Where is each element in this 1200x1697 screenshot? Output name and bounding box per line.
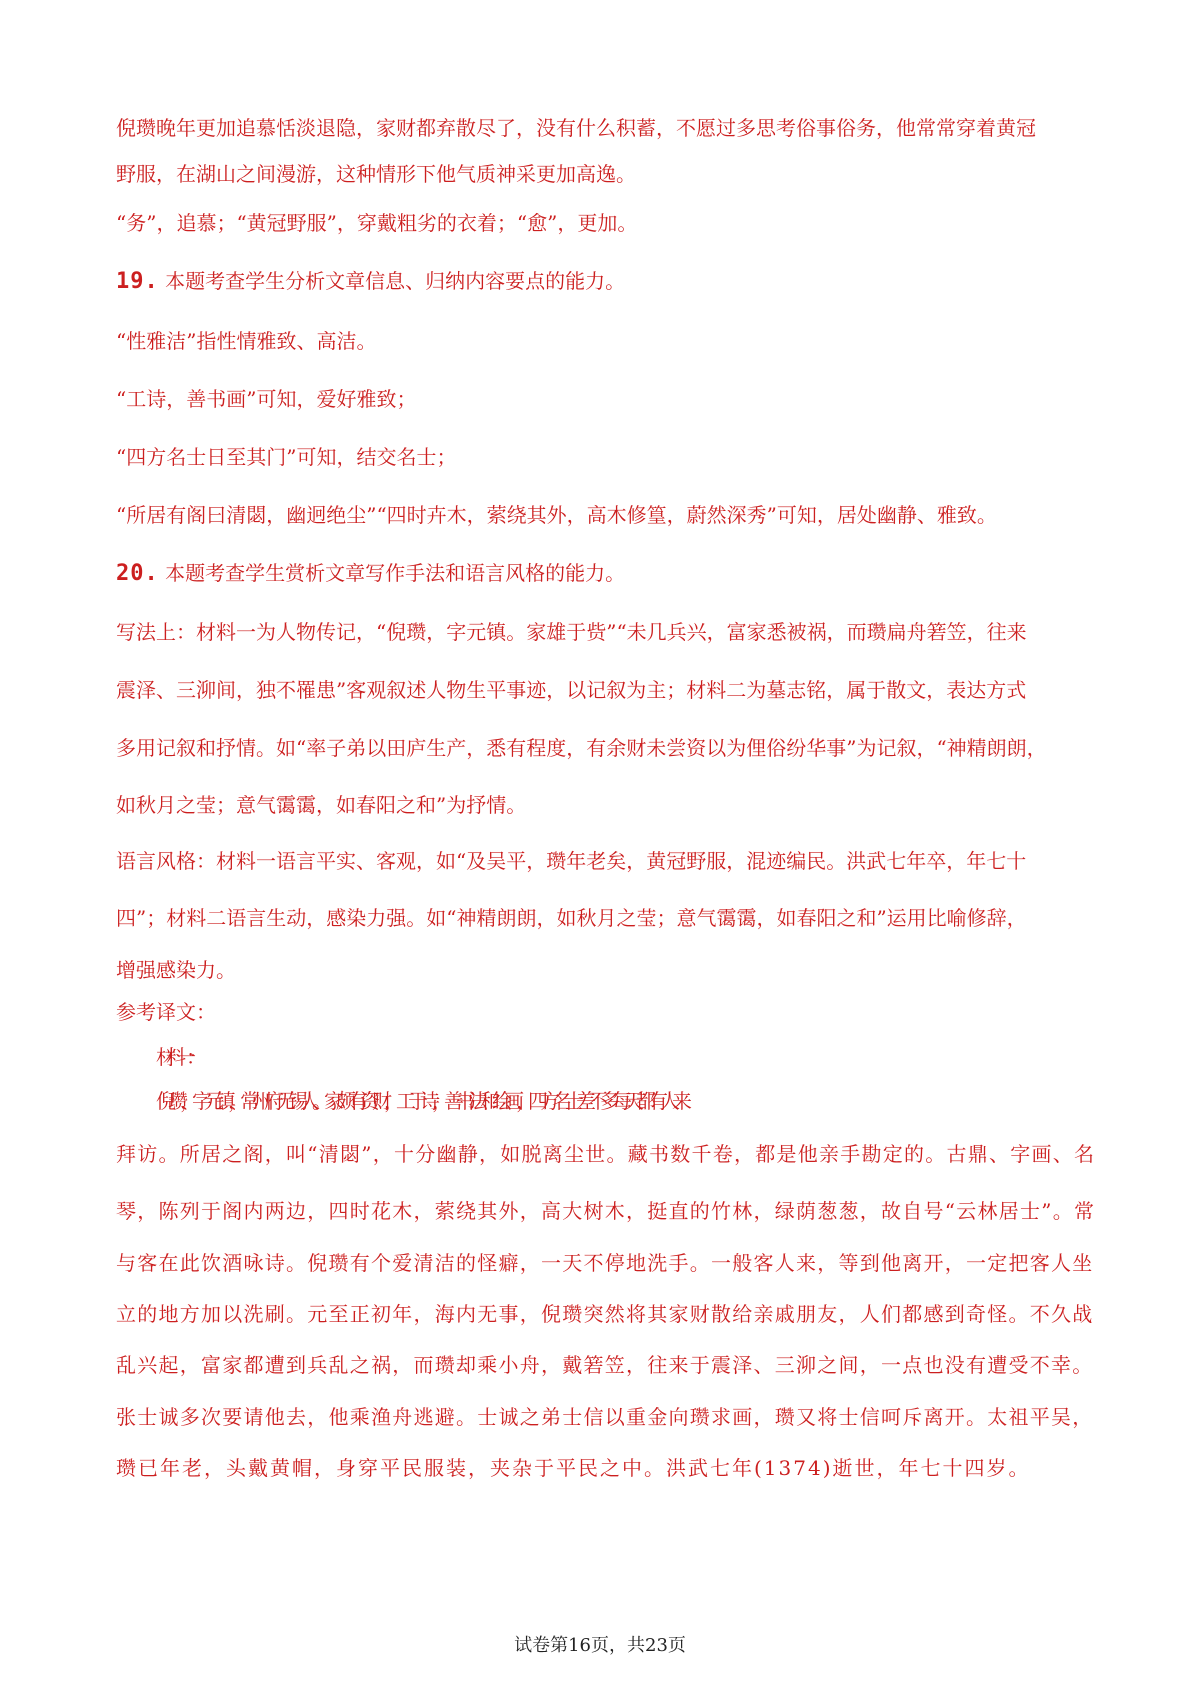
paragraph-line: 野服，在湖山之间漫游，这种情形下他气质神采更加高逸。 (116, 162, 636, 186)
question-20-heading (116, 558, 1101, 589)
paragraph-line: “工诗，善书画”可知，爱好雅致； (116, 387, 417, 411)
translation-line: 拜访。所居之阁，叫“清閟”，十分幽静，如脱离尘世。藏书数千卷，都是他亲手勘定的。古鼎、字画、名 (116, 1142, 1096, 1166)
question-number: 20. (116, 561, 159, 586)
paragraph-line: 增强感染力。 (116, 958, 236, 982)
paragraph-line: “四方名士日至其门”可知，结交名士； (116, 445, 457, 469)
translation-line: 琴，陈列于阁内两边，四时花木，萦绕其外，高大树木，挺直的竹林，绿荫葱葱，故自号“云林居士”。常 (116, 1199, 1096, 1223)
translation-line: 乱兴起，富家都遭到兵乱之祸，而瓒却乘小舟，戴箬笠，往来于震泽、三泖之间，一点也没有遭受不幸。 (116, 1353, 1094, 1377)
question-text: 本题考查学生分析文章信息、归纳内容要点的能力。 (165, 269, 626, 293)
translation-line: 立的地方加以洗刷。元至正初年，海内无事，倪瓒突然将其家财散给亲戚朋友，人们都感到奇怪。不久战 (116, 1302, 1094, 1326)
translation-line: 瓒已年老，头戴黄帽，身穿平民服装，夹杂于平民之中。洪武七年(1374)逝世，年七十四岁。 (116, 1456, 1031, 1480)
paragraph-line: “所居有阁曰清閟，幽迥绝尘”“四时卉木，萦绕其外，高木修篁，蔚然深秀”可知，居处幽静、雅致。 (116, 503, 997, 527)
paragraph-line: “性雅洁”指性情雅致、高洁。 (116, 329, 377, 353)
question-number: 19. (116, 269, 159, 294)
question-text: 本题考查学生赏析文章写作手法和语言风格的能力。 (165, 561, 626, 585)
paragraph-line: 语言风格：材料一语言平实、客观，如“及吴平，瓒年老矣，黄冠野服，混迹编民。洪武七年卒，年七十 (116, 849, 1027, 873)
paragraph-line: “务”，追慕；“黄冠野服”，穿戴粗劣的衣着；“愈”，更加。 (116, 211, 638, 235)
paragraph-line: 四”；材料二语言生动，感染力强。如“神精朗朗，如秋月之莹；意气霭霭，如春阳之和”运用比喻修辞， (116, 906, 1027, 930)
paragraph-line: 如秋月之莹；意气霭霭，如春阳之和”为抒情。 (116, 793, 527, 817)
translation-line: 张士诚多次要请他去，他乘渔舟逃避。士诚之弟士信以重金向瓒求画，瓒又将士信呵斥离开。太祖平吴， (116, 1405, 1094, 1429)
paragraph-line: 多用记叙和抒情。如“率子弟以田庐生产，悉有程度，有余财未尝资以为俚俗纷华事”为记叙，“神精朗朗， (116, 736, 1047, 760)
translation-line: 倪瓒，字元镇，常州府无锡人。家颇有资财，工于诗，善书法和绘画，四方名士差不多每天都有人来 (156, 1089, 684, 1113)
material-heading: 材料一： (156, 1045, 196, 1069)
paragraph-line: 倪瓒晚年更加追慕恬淡退隐，家财都弃散尽了，没有什么积蓄，不愿过多思考俗事俗务，他常常穿着黄冠 (116, 116, 1036, 140)
translation-heading: 参考译文： (116, 1000, 216, 1024)
question-19-heading (116, 266, 1101, 297)
paragraph-line: 震泽、三泖间，独不罹患”客观叙述人物生平事迹，以记叙为主；材料二为墓志铭，属于散文，表达方式 (116, 678, 1027, 702)
translation-line: 与客在此饮酒咏诗。倪瓒有个爱清洁的怪癖，一天不停地洗手。一般客人来，等到他离开，一定把客人坐 (116, 1251, 1094, 1275)
page-footer: 试卷第16页，共23页 (514, 1635, 686, 1656)
paragraph-line: 写法上：材料一为人物传记，“倪瓒，字元镇。家雄于赀”“未几兵兴，富家悉被祸，而瓒扁舟箬笠，往来 (116, 620, 1027, 644)
